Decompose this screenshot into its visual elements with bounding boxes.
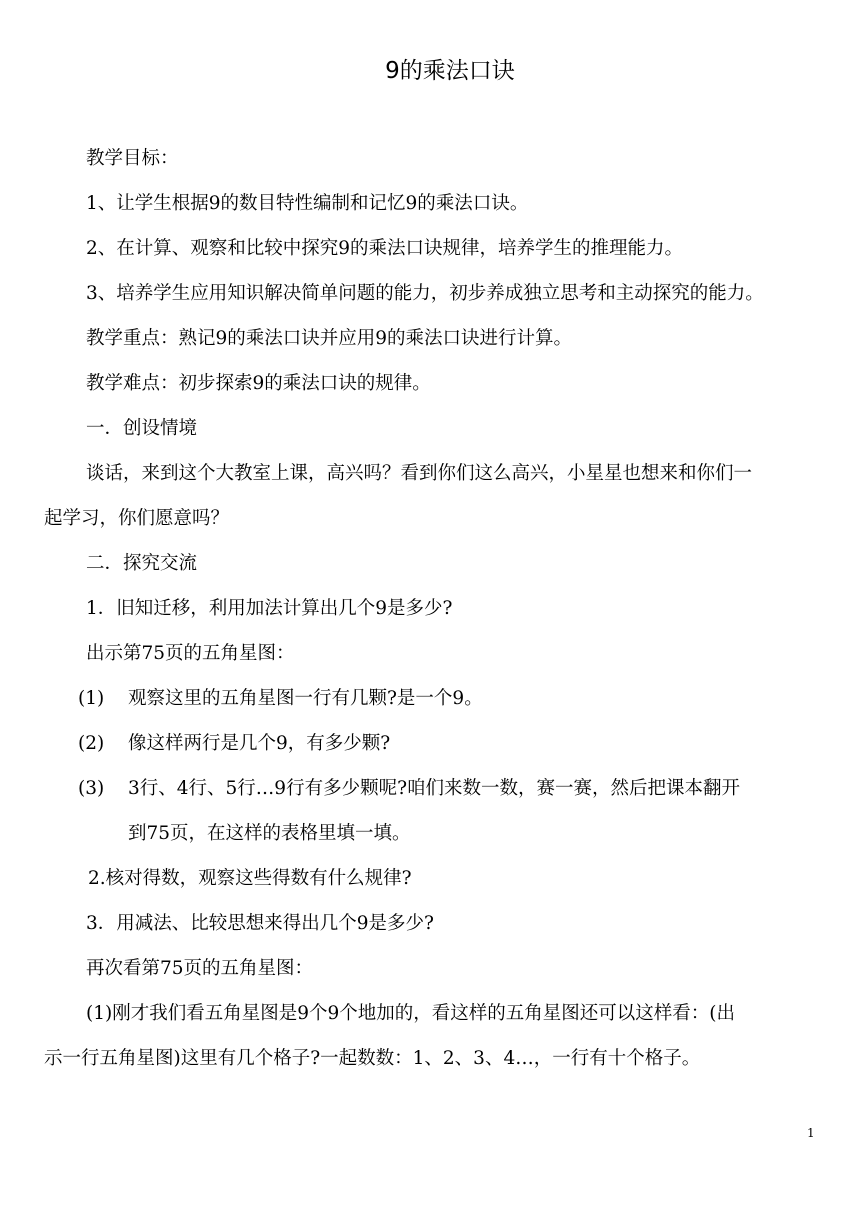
step-3: 3．用减法、比较思想来得出几个9是多少?	[86, 913, 434, 934]
question-3-text: 3行、4行、5行…9行有多少颗呢?咱们来数一数，赛一赛，然后把课本翻开	[128, 778, 741, 799]
paragraph-line-2: 示一行五角星图)这里有几个格子?一起数数：1、2、3、4…，一行有十个格子。	[44, 1048, 701, 1069]
goals-heading: 教学目标：	[86, 148, 179, 169]
question-2-number: (2)	[78, 733, 105, 754]
step-2: 2.核对得数，观察这些得数有什么规律?	[88, 868, 412, 889]
talk-line-1: 谈话，来到这个大教室上课，高兴吗？看到你们这么高兴，小星星也想来和你们一	[86, 463, 753, 484]
difficulty: 教学难点：初步探索9的乘法口诀的规律。	[86, 373, 431, 394]
section-heading-1: 一．创设情境	[86, 418, 198, 439]
paragraph-line-1: (1)刚才我们看五角星图是9个9个地加的，看这样的五角星图还可以这样看：(出	[86, 1003, 735, 1024]
document-title: 9的乘法口诀	[385, 58, 515, 84]
question-3-number: (3)	[78, 778, 105, 799]
question-3	[78, 776, 740, 802]
key-point: 教学重点：熟记9的乘法口诀并应用9的乘法口诀进行计算。	[86, 328, 573, 349]
step-1: 1．旧知迁移，利用加法计算出几个9是多少?	[86, 598, 453, 619]
show-again: 再次看第75页的五角星图：	[86, 958, 314, 979]
goal-2: 2、在计算、观察和比较中探究9的乘法口诀规律，培养学生的推理能力。	[86, 238, 684, 259]
talk-line-2: 起学习，你们愿意吗？	[44, 508, 230, 529]
question-2	[78, 731, 390, 757]
show-p75: 出示第75页的五角星图：	[86, 643, 295, 664]
question-1	[78, 686, 483, 712]
question-3-continued: 到75页，在这样的表格里填一填。	[128, 823, 411, 844]
page-number: 1	[807, 1126, 815, 1140]
section-heading-2: 二．探究交流	[86, 553, 198, 574]
question-1-number: (1)	[78, 688, 105, 709]
question-2-text: 像这样两行是几个9，有多少颗?	[128, 733, 391, 754]
goal-1: 1、让学生根据9的数目特性编制和记忆9的乘法口诀。	[86, 193, 529, 214]
question-1-text: 观察这里的五角星图一行有几颗?是一个9。	[128, 688, 483, 709]
goal-3: 3、培养学生应用知识解决简单问题的能力，初步养成独立思考和主动探究的能力。	[86, 283, 764, 304]
